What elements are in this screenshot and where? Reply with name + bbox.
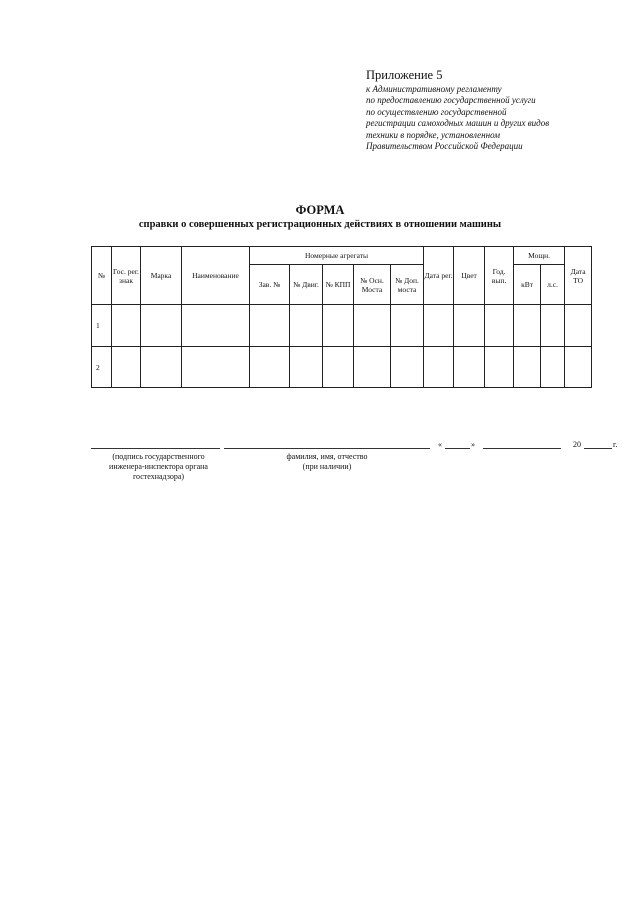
appendix-line: техники в порядке, установленном [366,129,500,140]
col-kpp: № КПП [323,265,354,305]
date-quote-open: « [438,440,442,449]
col-name: Наименование [182,247,250,305]
col-data-to: Дата ТО [565,247,592,305]
appendix-line: регистрации самоходных машин и других видов [366,118,550,129]
row-number: 1 [92,305,112,347]
date-day-line[interactable] [445,448,470,450]
date-month-line[interactable] [483,448,561,450]
col-data-reg: Дата рег. [424,247,454,305]
date-year-suffix: г. [613,440,618,449]
appendix-line: по предоставлению государственной услуги [366,95,536,106]
col-marka: Марка [141,247,182,305]
col-dvig: № Двиг. [290,265,323,305]
form-title: ФОРМА [295,203,345,217]
table-header-row [92,247,592,265]
col-dop-most: № Доп. моста [391,265,424,305]
form-subtitle: справки о совершенных регистрационных действиях в отношении машины [138,219,502,230]
appendix-line: к Административному регламенту [366,84,502,94]
fio-line[interactable] [224,448,430,450]
appendix-line: Правительством Российской Федерации [366,141,523,152]
col-year: Год. вып. [485,247,514,305]
appendix-block [366,68,628,152]
table-row [92,347,592,388]
fio-caption: фамилия, имя, отчество (при наличии) [286,452,368,471]
signature-caption: (подпись государственного инженера-инспектора органа гостехнадзора) [109,452,208,481]
row-number: 2 [92,347,112,388]
col-kvt: кВт [514,265,541,305]
col-osn-most: № Осн. Моста [354,265,391,305]
col-color: Цвет [454,247,485,305]
appendix-line: по осуществлению государственной [366,106,507,117]
col-ls: л.с. [541,265,565,305]
table-row [92,305,592,347]
col-group-power: Мощн. [514,247,565,265]
col-zav-num: Зав. № [250,265,290,305]
signature-line[interactable] [91,448,220,450]
col-num: № [92,247,112,305]
date-quote-close: » [471,440,475,449]
col-gos-znak: Гос. рег. знак [112,247,141,305]
date-year-line[interactable] [584,448,612,450]
col-group-units: Номерные агрегаты [250,247,424,265]
date-year-prefix: 20 [573,440,581,449]
appendix-title: Приложение 5 [366,68,443,82]
registration-table [91,246,592,388]
